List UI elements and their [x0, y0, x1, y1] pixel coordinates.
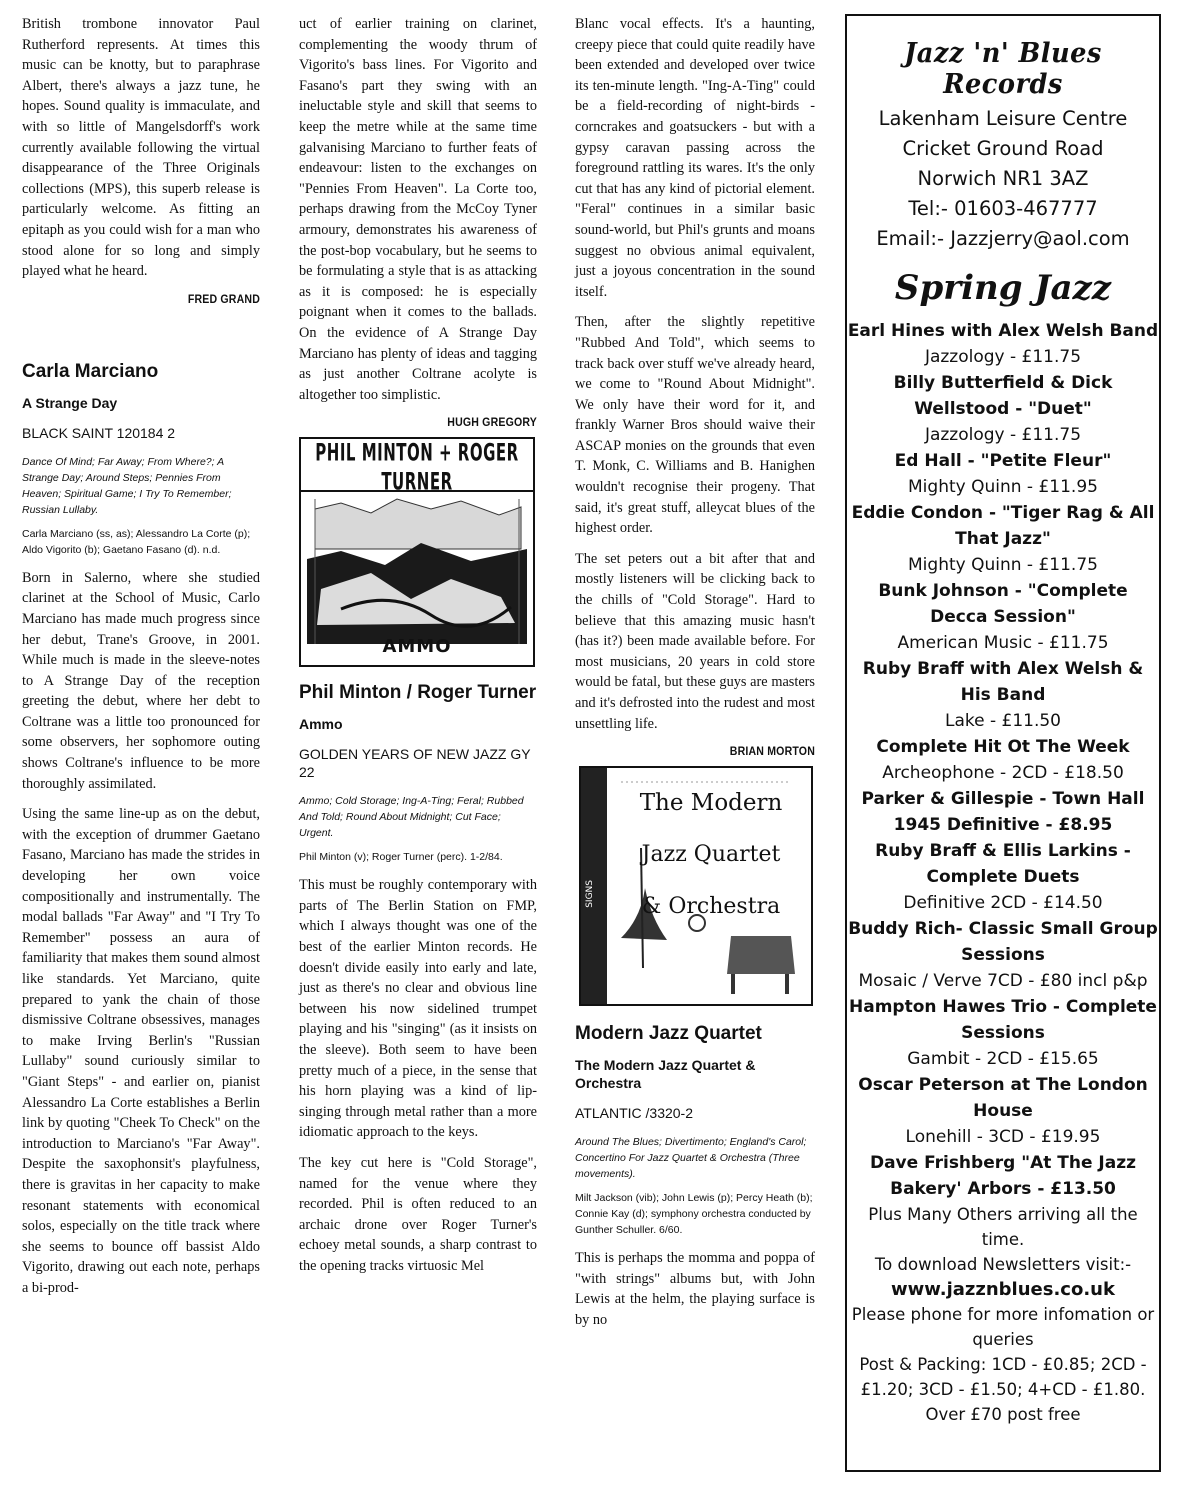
- listing-price: Mosaic / Verve 7CD - £80 incl p&p: [858, 971, 1148, 991]
- review-paragraph: The set peters out a bit after that and mostly listeners will be clicking back to the chills of "Cold Storage". Hard to believe that this amazing music hasn't (has it?) been made available before. For most musicians, 20 years in cold store would be fatal, but these guys are masters and it's defrosted into the rudest and most unsettling life.: [575, 550, 815, 732]
- listing-title: Earl Hines with Alex Welsh Band: [847, 321, 1159, 341]
- listing-title: Billy Butterfield & Dick Wellstood - "Duet": [893, 373, 1113, 419]
- review-paragraph: Then, after the slightly repetitive "Rubbed And Told", which seems to track back over stuff we've already heard, we come to "Round About Midnight". We only have their word for it, and frankly Warner Bros should waive their ASCAP monies on the grounds that even T. Monk, C. Williams and B. Hanighen wouldn't recognise their progeny. That said, it's great stuff, alleycat blues of the highest order.: [575, 314, 815, 537]
- ad-listing: [847, 370, 1159, 448]
- column-3: [575, 14, 815, 1341]
- track-list: Around The Blues; Divertimento; England's Carol; Concertino For Jazz Quartet & Orchestra (Three movements).: [575, 1136, 807, 1181]
- listing-title: Hampton Hawes Trio - Complete Sessions: [849, 997, 1157, 1043]
- review-title-carla-marciano: Carla Marciano: [22, 360, 159, 382]
- listing-price: Definitive 2CD - £14.50: [903, 893, 1103, 913]
- column-1: [22, 14, 260, 1309]
- album-cover-ammo: [299, 437, 535, 667]
- listing-title: Dave Frishberg "At The Jazz Bakery' Arbors - £13.50: [869, 1153, 1137, 1199]
- review-paragraph: This is perhaps the momma and poppa of "with strings" albums but, with John Lewis at the helm, the playing surface is by no: [575, 1250, 815, 1328]
- address-line: Cricket Ground Road: [902, 137, 1104, 160]
- ad-listing: [847, 500, 1159, 578]
- listing-price: Jazzology - £11.75: [924, 347, 1082, 367]
- listing-price: Lake - £11.50: [944, 711, 1061, 731]
- cover-line-2: Jazz Quartet: [641, 842, 781, 868]
- personnel: Carla Marciano (ss, as); Alessandro La Corte (p); Aldo Vigorito (b); Gaetano Fasano (d). n.d.: [22, 527, 251, 556]
- album-title: Ammo: [299, 716, 343, 733]
- listing-title: Ruby Braff & Ellis Larkins - Complete Duets: [875, 841, 1131, 887]
- album-title: The Modern Jazz Quartet & Orchestra: [575, 1057, 756, 1092]
- newsletter-note: To download Newsletters visit:-: [874, 1255, 1132, 1274]
- ad-listing: [847, 656, 1159, 734]
- column-2: [299, 14, 537, 1287]
- mangelsdorff-review-ending: British trombone innovator Paul Rutherford represents. At times this music can be knotty, but to paraphrase Albert, there's always a jazz tune, he hopes. Sound quality is immaculate, and with so little of Mangelsdorff's work currently available following the virtual disappearance of the Three Originals collections (MPS), this superb release is particularly welcome. As fitting an epitaph as you could wish for a man who stood alone for so long and simply played what he heard.: [22, 16, 260, 280]
- record-label: ATLANTIC /3320-2: [575, 1105, 694, 1122]
- listing-price: Jazzology - £11.75: [924, 425, 1082, 445]
- listing-title: Oscar Peterson at The London House: [858, 1075, 1148, 1121]
- review-paragraph: uct of earlier training on clarinet, complementing the woody thrum of Vigorito's bass lines. For Vigorito and Fasano's part they swing with an ineluctable style and skill that seems to keep the metre while at the same time galvanising Marciano to further feats of endeavour: listen to the exchanges on "Pennies From Heaven". La Corte too, perhaps drawing from the McCoy Tyner armoury, demonstrates his awareness of the post-bop vocabulary, but he seems to be formulating a style that is as attacking as it is composed: he is especially poignant when it comes to the ballads. On the evidence of A Strange Day Marciano has plenty of ideas and tagging as just another Coltrane acolyte is altogether too simplistic.: [299, 16, 537, 403]
- postage-note: Post & Packing: 1CD - £0.85; 2CD - £1.20; 3CD - £1.50; 4+CD - £1.80. Over £70 post free: [859, 1355, 1147, 1424]
- listing-price: Archeophone - 2CD - £18.50: [882, 763, 1124, 783]
- ad-listing: [847, 448, 1159, 500]
- album-title: A Strange Day: [22, 394, 118, 411]
- listing-price: Gambit - 2CD - £15.65: [907, 1049, 1099, 1069]
- ad-listing: [847, 578, 1159, 656]
- store-name: Jazz 'n' Blues Records: [904, 38, 1102, 100]
- listing-title: Complete Hit Ot The Week: [876, 737, 1130, 757]
- review-paragraph: This must be roughly contemporary with parts of The Berlin Station on FMP, which I always thought was one of the best of the earlier Minton records. He doesn't divide easily into early and late, just as there's no clear and obvious line between his now sidelined trumpet playing and his "singing" (as it insists on the sleeve). Both seem to have been pretty much of a piece, in the sense that his horn playing was a kind of lip-singing through metal rather than a more idiomatic approach to the keys.: [299, 877, 537, 1141]
- track-list: Ammo; Cold Storage; Ing-A-Ting; Feral; Rubbed And Told; Round About Midnight; Cut Face; Urgent.: [299, 795, 524, 840]
- listing-price: Mighty Quinn - £11.95: [908, 477, 1098, 497]
- record-label: BLACK SAINT 120184 2: [22, 424, 176, 441]
- track-list: Dance Of Mind; Far Away; From Where?; A Strange Day; Around Steps; Pennies From Heaven; Spiritual Game; I Try To Remember; Russian Lullaby.: [22, 455, 232, 516]
- cover-line-1: The Modern: [639, 790, 783, 817]
- review-paragraph: Born in Salerno, where she studied clarinet at the School of Music, Carlo Marciano has made much progress since her debut, Trane's Groove, in 2001. While much is made in the sleeve-notes to A Strange Day of the reception greeting the debut, where her debt to Coltrane was a little too pronounced for some observers, her sophomore outing shows Coltrane's influence to be more thoroughly assimilated.: [22, 569, 260, 792]
- phone-note: Please phone for more infomation or queries: [851, 1305, 1155, 1349]
- website-link[interactable]: www.jazznblues.co.uk: [891, 1279, 1115, 1300]
- ad-listing: [847, 994, 1159, 1072]
- listing-title: Parker & Gillespie - Town Hall 1945 Definitive - £8.95: [861, 789, 1145, 835]
- personnel: Phil Minton (v); Roger Turner (perc). 1-2/84.: [299, 851, 503, 864]
- listing-title: Bunk Johnson - "Complete Decca Session": [878, 581, 1128, 627]
- ad-listing: [847, 734, 1159, 786]
- album-cover-mjq: [579, 766, 813, 1006]
- byline-fred-grand: FRED GRAND: [187, 291, 260, 306]
- ad-listing: [847, 1150, 1159, 1202]
- email: Email:- Jazzjerry@aol.com: [876, 227, 1130, 250]
- listing-price: American Music - £11.75: [897, 633, 1109, 653]
- cover-spine-text: SIGNS: [585, 880, 595, 908]
- review-paragraph: Blanc vocal effects. It's a haunting, creepy piece that could quite readily have been extended and developed over twice its ten-minute length. "Ing-A-Ting" could be a field-recording of night-birds - corncrakes and goatsuckers - but with a gypsy caravan passing across the foreground rattling its wares. It's the only cut that has any kind of pictorial element. "Feral" continues in a similar basic sound-world, but Phil's grunts and moans suggest no obvious animal equivalent, just a joyous concentration in the sound itself.: [575, 16, 815, 300]
- ad-listing: [847, 1072, 1159, 1150]
- ad-listing: [847, 916, 1159, 994]
- cover-album-text: AMMO: [382, 636, 452, 658]
- personnel: Milt Jackson (vib); John Lewis (p); Percy Heath (b); Connie Kay (d); symphony orchestra conducted by Gunther Schuller. 6/60.: [575, 1192, 813, 1237]
- review-paragraph: The key cut here is "Cold Storage", named for the venue where they recorded. Phil is often reduced to an archaic drone over Roger Turner's echoey metal sounds, a sharp contrast to the opening tracks virtuosic Mel: [299, 1155, 537, 1274]
- listing-price: Mighty Quinn - £11.75: [908, 555, 1098, 575]
- telephone: Tel:- 01603-467777: [908, 197, 1098, 220]
- record-label: GOLDEN YEARS OF NEW JAZZ GY 22: [299, 746, 531, 781]
- review-title-mjq: Modern Jazz Quartet: [575, 1023, 762, 1045]
- listing-title: Eddie Condon - "Tiger Rag & All That Jazz": [851, 503, 1155, 549]
- cover-line-3: & Orchestra: [641, 894, 781, 920]
- listing-title: Ed Hall - "Petite Fleur": [894, 451, 1112, 471]
- listing-title: Buddy Rich- Classic Small Group Sessions: [848, 919, 1158, 965]
- ad-listing: [847, 838, 1159, 916]
- address-line: Norwich NR1 3AZ: [917, 167, 1089, 190]
- ad-listing: [847, 786, 1159, 838]
- byline-hugh-gregory: HUGH GREGORY: [447, 415, 537, 430]
- ad-listing: [847, 318, 1159, 370]
- more-arriving-note: Plus Many Others arriving all the time.: [868, 1205, 1138, 1249]
- address-line: Lakenham Leisure Centre: [878, 107, 1128, 130]
- listing-title: Ruby Braff with Alex Welsh & His Band: [862, 659, 1144, 705]
- review-title-minton-turner: Phil Minton / Roger Turner: [299, 682, 537, 704]
- cover-title-text: PHIL MINTON + ROGER TURNER: [315, 438, 519, 497]
- listing-price: Lonehill - 3CD - £19.95: [905, 1127, 1101, 1147]
- spring-jazz-heading: Spring Jazz: [894, 268, 1112, 308]
- review-paragraph: Using the same line-up as on the debut, with the exception of drummer Gaetano Fasano, Marciano has made the strides in developing her own voice compositionally and instrumentally. The modal ballads "Far Away" and "I Try To Remember" possess an aura of familiarity that makes them sound almost like standards. Yet Marciano, quite prepared to yank the chain of those dismissive Coltrane obsessives, manages to make Irving Berlin's "Russian Lullaby" sound curiously similar to "Giant Steps" - and earlier on, pianist Alessandro La Corte establishes a Berlin link by quoting "Cheek To Check" on the introduction to Marciano's "Far Away". Despite the saxophonsit's playfulness, there is gravitas in her capacity to make resonant statements with economical solos, especially on the title track where she seems to bounce off bassist Aldo Vigorito, drawing out each note, perhaps a bi-prod-: [22, 806, 260, 1296]
- jazz-n-blues-advert: [845, 14, 1161, 1472]
- byline-brian-morton: BRIAN MORTON: [729, 744, 815, 759]
